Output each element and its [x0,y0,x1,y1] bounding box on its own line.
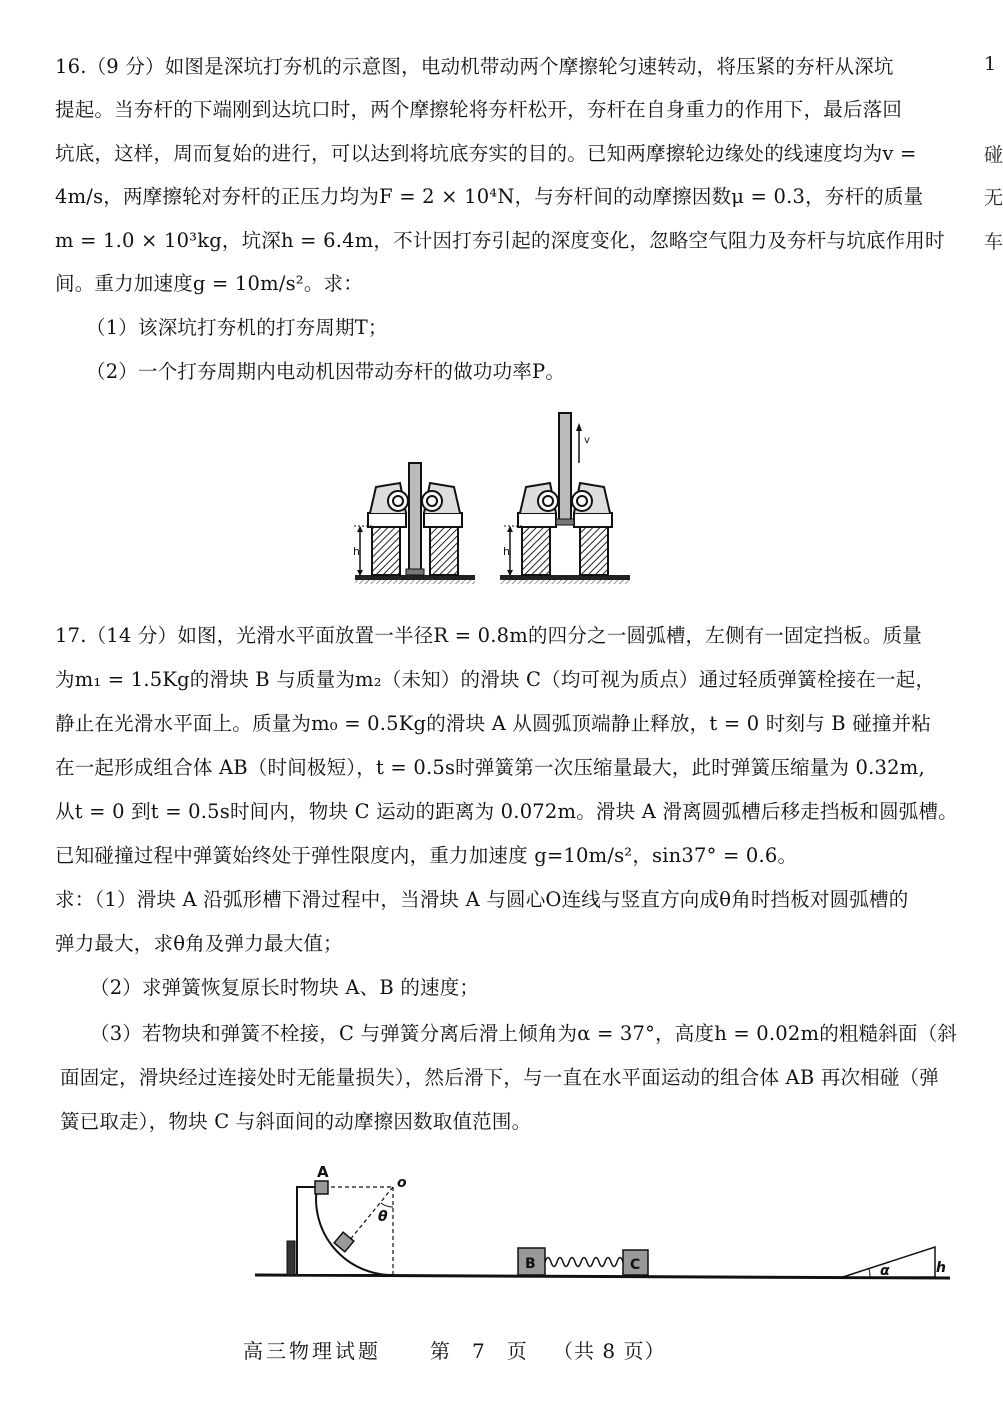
q17-line-6: 已知碰撞过程中弹簧始终处于弹性限度内，重力加速度 g=10m/s²，sin37° = 0.6。 [55,844,798,867]
fig16-v-label: v [584,435,590,446]
label-a: A [317,1163,329,1181]
label-alpha: α [880,1263,890,1279]
tamper-machine-figure [340,405,640,590]
q16-line-2: 提起。当夯杆的下端刚到达坑口时，两个摩擦轮将夯杆松开，夯杆在自身重力的作用下，最后落回 [55,98,903,121]
label-c: C [630,1257,641,1273]
edge-char: 车 [984,231,1003,253]
q17-line-3: 静止在光滑水平面上。质量为m₀ = 0.5Kg的滑块 A 从圆弧顶端静止释放，t = 0 时刻与 B 碰撞并粘 [55,712,931,735]
fig16-right-h-label: h [503,545,510,558]
q17-line-8: 弹力最大，求θ角及弹力最大值； [55,932,343,955]
q17-line-7: 求：（1）滑块 A 沿弧形槽下滑过程中，当滑块 A 与圆心O连线与竖直方向成θ角时挡板对圆弧槽的 [55,888,909,911]
edge-char: 碰 [984,144,1003,166]
block-a-on-arc [334,1232,354,1252]
q16-line-5: m = 1.0 × 10³kg，坑深h = 6.4m，不计因打夯引起的深度变化，忽略空气阻力及夯杆与坑底作用时 [55,229,945,252]
arc-slot [297,1187,393,1275]
footer-title: 高三物理试题 [243,1339,381,1363]
q16-sub-question-2: （2）一个打夯周期内电动机因带动夯杆的做功功率P。 [86,360,566,383]
tamper-right-state [500,413,630,584]
q16-line-1: 16.（9 分）如图是深坑打夯机的示意图，电动机带动两个摩擦轮匀速转动，将压紧的夯杆从深坑 [55,55,894,78]
q17-sub-question-2: （2）求弹簧恢复原长时物块 A、B 的速度； [90,976,480,999]
q17-line-4: 在一起形成组合体 AB（时间极短），t = 0.5s时弹簧第一次压缩量最大，此时弹簧压缩量为 0.32m, [55,756,925,779]
label-o: o [397,1175,407,1191]
footer-page-number: 第 7 页 [430,1339,528,1363]
q17-sub-question-3-line-3: 簧已取走），物块 C 与斜面间的动摩擦因数取值范围。 [60,1110,532,1133]
q16-sub-question-1: （1）该深坑打夯机的打夯周期T； [86,316,388,339]
label-b: B [525,1256,536,1272]
fig16-left-h-label: h [353,545,360,558]
fixed-baffle [287,1241,295,1275]
label-h: h [936,1260,946,1276]
q17-line-5: 从t = 0 到t = 0.5s时间内，物块 C 运动的距离为 0.072m。滑块 A 滑离圆弧槽后移走挡板和圆弧槽。 [55,800,958,823]
q16-line-3: 坑底，这样，周而复始的进行，可以达到将坑底夯实的目的。已知两摩擦轮边缘处的线速度均为v = [55,142,917,165]
tamper-left-state [353,463,475,584]
q16-line-6: 间。重力加速度g = 10m/s²。求： [55,272,363,295]
q17-sub-question-3-line-2: 面固定，滑块经过连接处时无能量损失），然后滑下，与一直在水平面运动的组合体 AB 再次相碰（弹 [60,1066,939,1089]
q17-line-2: 为m₁ = 1.5Kg的滑块 B 与质量为m₂（未知）的滑块 C（均可视为质点）通过轻质弹簧栓接在一起， [55,668,936,691]
edge-char: 无 [984,187,1003,209]
edge-char: 1 [984,53,997,75]
block-a-top [315,1181,328,1194]
footer-total-pages: （共 8 页） [553,1339,666,1363]
q17-sub-question-3-line-1: （3）若物块和弹簧不栓接，C 与弹簧分离后滑上倾角为α = 37°，高度h = 0.02m的粗糙斜面（斜 [90,1022,958,1045]
label-theta: θ [378,1209,388,1225]
spring [545,1258,629,1267]
arc-slot-spring-figure [255,1165,955,1285]
q17-line-1: 17.（14 分）如图，光滑水平面放置一半径R = 0.8m的四分之一圆弧槽，左侧有一固定挡板。质量 [55,624,922,647]
q16-line-4: 4m/s，两摩擦轮对夯杆的正压力均为F = 2 × 10⁴N，与夯杆间的动摩擦因数μ = 0.3，夯杆的质量 [55,185,924,208]
